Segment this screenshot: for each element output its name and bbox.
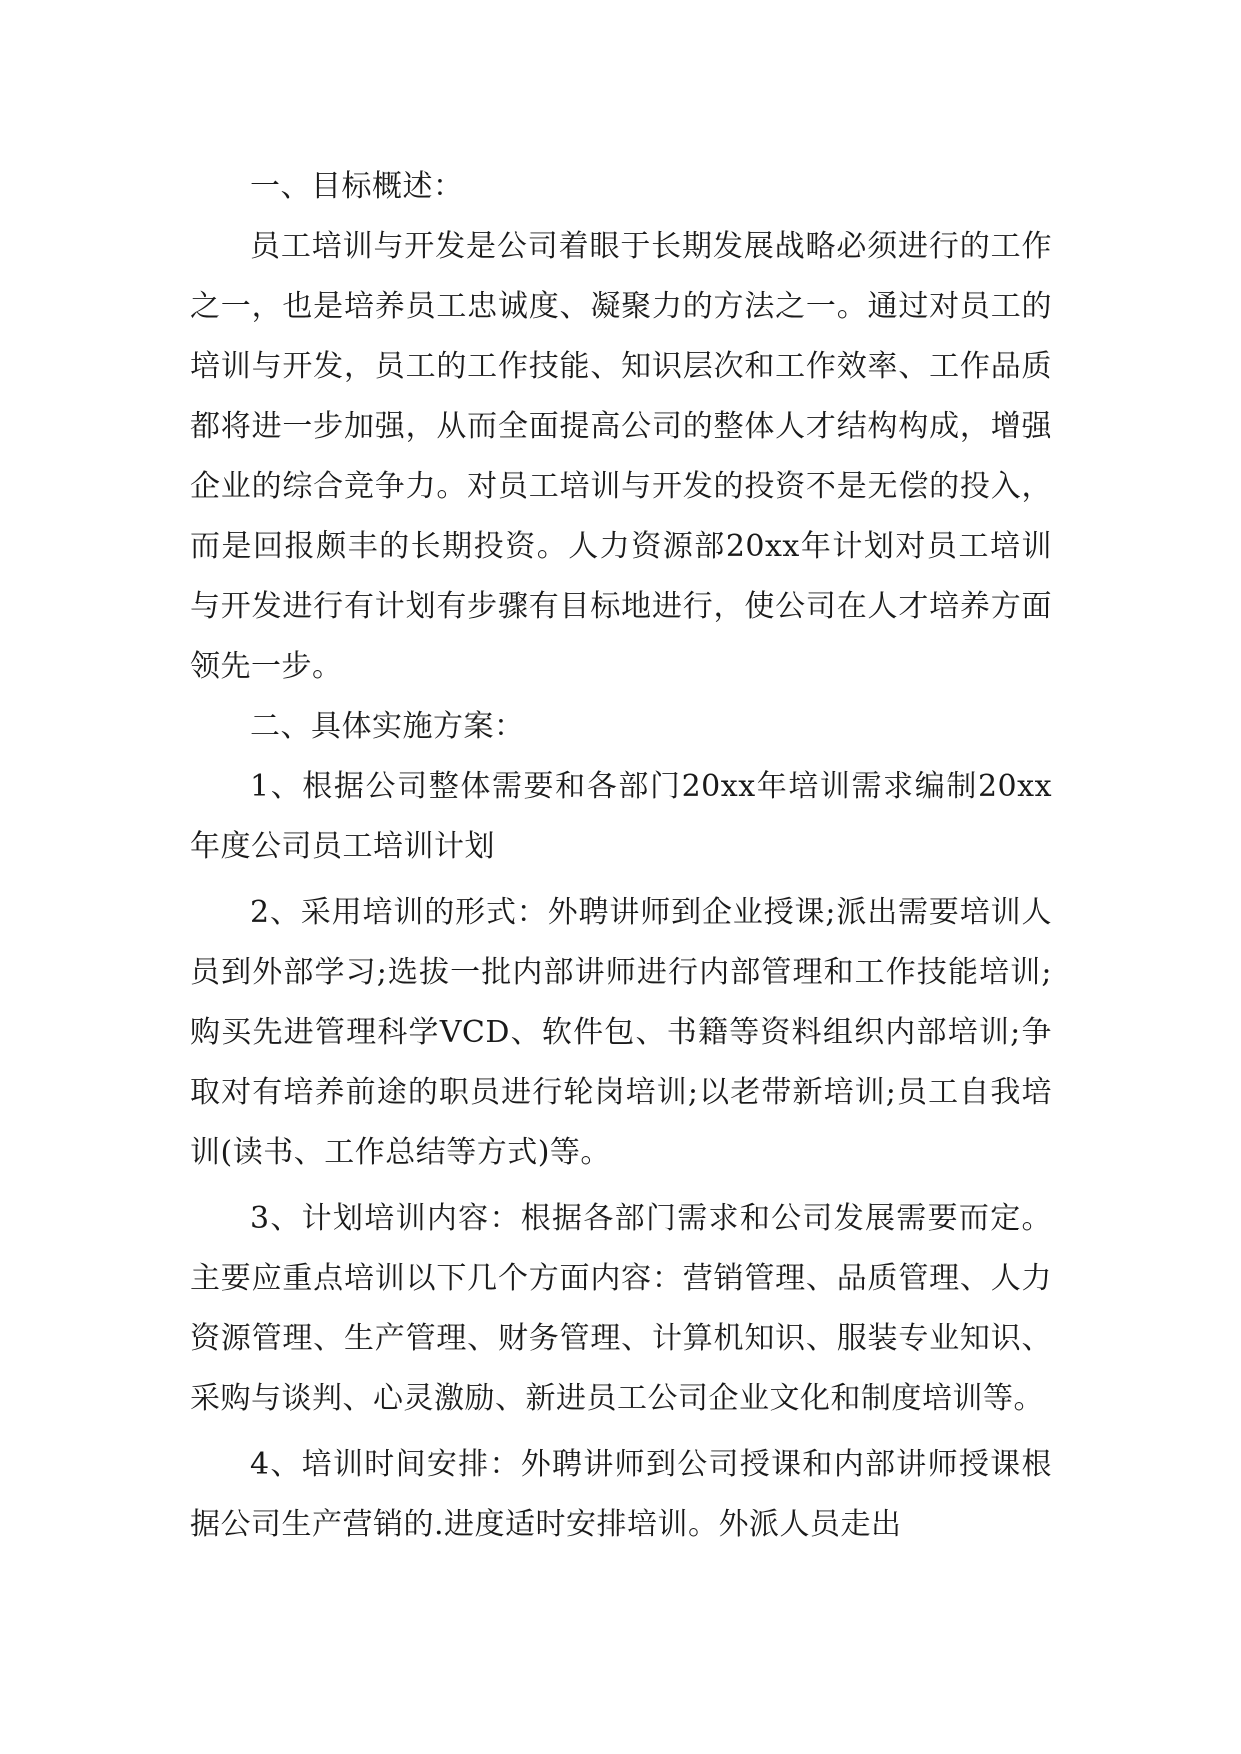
section-heading-implementation-plan: 二、具体实施方案： — [250, 709, 525, 744]
paragraph-goal-overview: 员工培训与开发是公司着眼于长期发展战略必须进行的工作之一，也是培养员工忠诚度、凝聚力的方法之一。通过对员工的培训与开发，员工的工作技能、知识层次和工作效率、工作品质都将进一步加强，从而全面提高公司的整体人才结构构成，增强企业的综合竞争力。对员工培训与开发的投资不是无偿的投入，而是回报颇丰的长期投资。人力资源部20xx年计划对员工培训与开发进行有计划有步骤有目标地进行，使公司在人才培养方面领先一步。 — [190, 229, 1052, 684]
paragraph-item-1: 1、根据公司整体需要和各部门20xx年培训需求编制20xx年度公司员工培训计划 — [190, 769, 1052, 864]
paragraph-item-2: 2、采用培训的形式：外聘讲师到企业授课;派出需要培训人员到外部学习;选拔一批内部讲师进行内部管理和工作技能培训;购买先进管理科学VCD、软件包、书籍等资料组织内部培训;争取对有培养前途的职员进行轮岗培训;以老带新培训;员工自我培训(读书、工作总结等方式)等。 — [190, 895, 1052, 1170]
paragraph-item-3: 3、计划培训内容：根据各部门需求和公司发展需要而定。主要应重点培训以下几个方面内容：营销管理、品质管理、人力资源管理、生产管理、财务管理、计算机知识、服装专业知识、采购与谈判、心灵激励、新进员工公司企业文化和制度培训等。 — [190, 1201, 1052, 1416]
paragraph-item-4: 4、培训时间安排：外聘讲师到公司授课和内部讲师授课根据公司生产营销的.进度适时安排培训。外派人员走出 — [190, 1447, 1052, 1542]
document-body — [190, 157, 1052, 1555]
section-heading-goal-overview: 一、目标概述： — [250, 169, 464, 204]
